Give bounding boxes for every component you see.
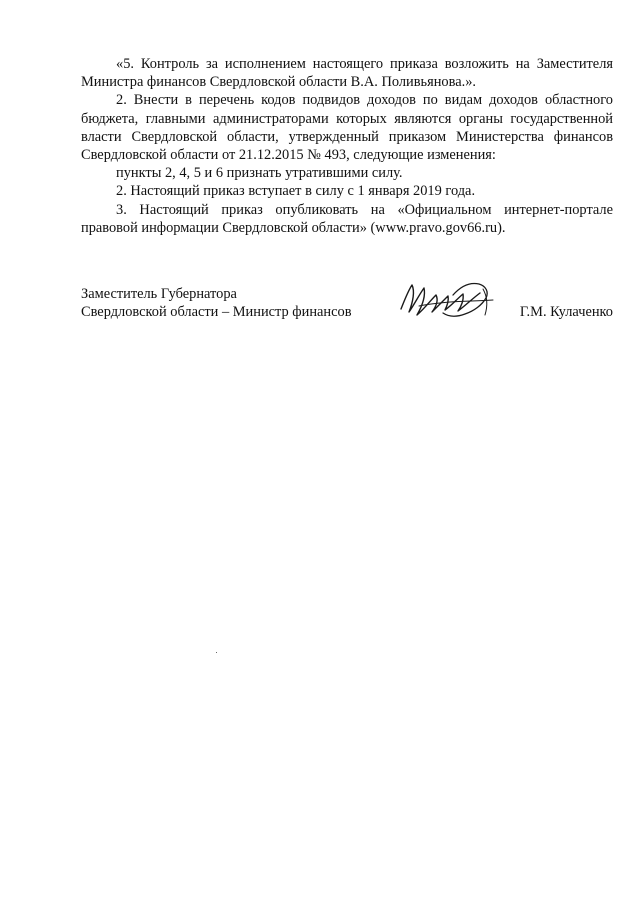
signatory-title-line-2: Свердловской области – Министр финансов [81, 304, 352, 320]
paragraph-effective-date: 2. Настоящий приказ вступает в силу с 1 января 2019 года. [116, 183, 476, 200]
paragraph-points-void: пункты 2, 4, 5 и 6 признать утратившими силу. [116, 165, 403, 182]
paragraph-publish: 3. Настоящий приказ опубликовать на «Официальном интернет-портале правовой информации Свердловской области» (www.pravo.gov66.ru). [81, 201, 613, 236]
paragraph-amend-list: 2. Внести в перечень кодов подвидов доходов по видам доходов областного бюджета, главными администраторами которых являются органы государственной власти Свердловской области, утвержденный приказом Министерства финансов Свердловской области от 21.12.2015 № 493, следующие изменения: [81, 92, 613, 164]
paragraph-control-clause: «5. Контроль за исполнением настоящего приказа возложить на Заместителя Министра финансов Свердловской области В.А. Поливьянова.». [81, 56, 613, 91]
signature-block [81, 285, 613, 325]
scan-speck [216, 652, 217, 653]
signatory-name: Г.М. Кулаченко [519, 304, 613, 320]
handwritten-signature-icon [391, 277, 501, 325]
document-body [81, 55, 613, 237]
signatory-title-line-1: Заместитель Губернатора [81, 286, 237, 302]
